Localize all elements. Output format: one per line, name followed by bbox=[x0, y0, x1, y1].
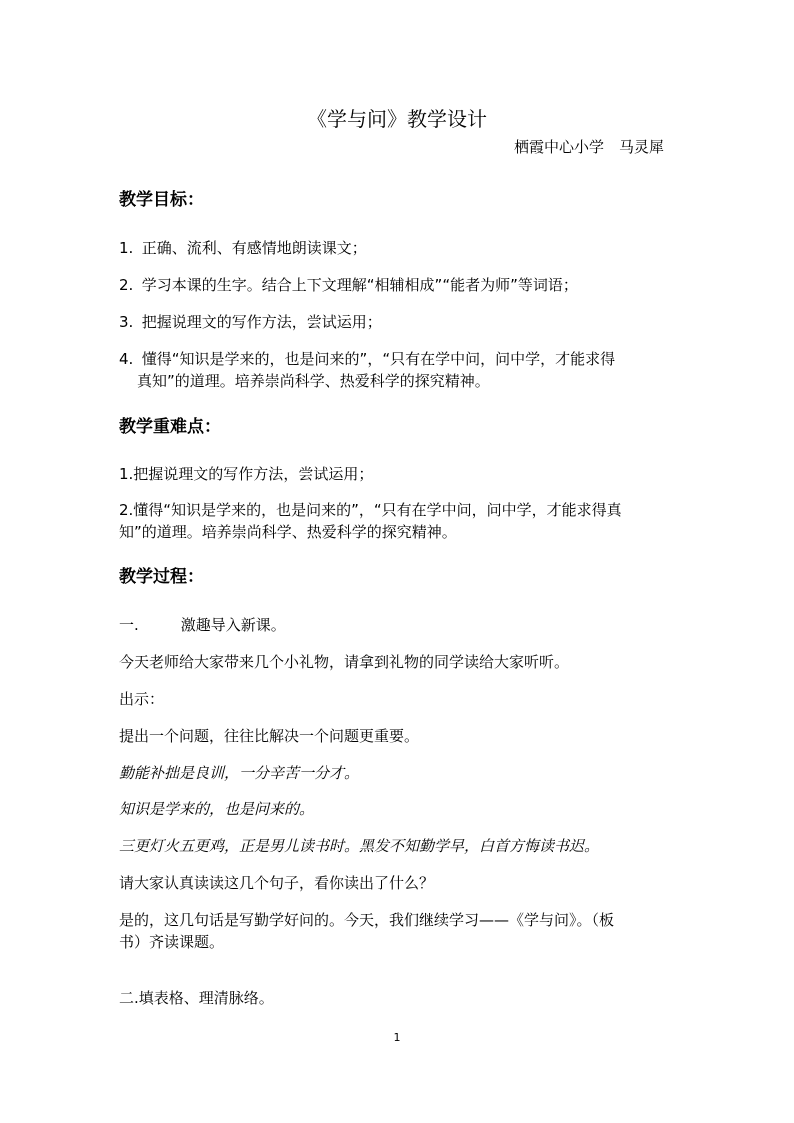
quote-line: 勤能补拙是良训，一分辛苦一分才。 bbox=[119, 764, 360, 782]
step-2: 二.填表格、理清脉络。 bbox=[119, 989, 274, 1007]
goal-item-text: 正确、流利、有感情地朗读课文； bbox=[141, 239, 367, 257]
step-title: 激趣导入新课。 bbox=[180, 616, 286, 634]
keypoint-item-2: 2.懂得“知识是学来的，也是问来的”，“只有在学中问，问中学，才能求得真 bbox=[119, 501, 622, 519]
paragraph: 请大家认真读读这几个句子，看你读出了什么？ bbox=[119, 874, 435, 892]
quote-line: 提出一个问题，往往比解决一个问题更重要。 bbox=[119, 727, 420, 745]
keypoint-item-2-continuation: 知”的道理。培养崇尚科学、热爱科学的探究精神。 bbox=[119, 523, 457, 541]
goal-item-3 bbox=[119, 312, 382, 332]
keypoint-item-1: 1.把握说理文的写作方法，尝试运用； bbox=[119, 465, 374, 483]
page-number: 1 bbox=[393, 1031, 401, 1044]
author-line: 栖霞中心小学 马灵犀 bbox=[513, 138, 664, 156]
goal-item-4 bbox=[119, 349, 615, 369]
quote-line: 知识是学来的，也是问来的。 bbox=[119, 800, 315, 818]
goal-item-text: 把握说理文的写作方法，尝试运用； bbox=[141, 313, 382, 331]
paragraph: 今天老师给大家带来几个小礼物，请拿到礼物的同学读给大家听听。 bbox=[119, 653, 570, 671]
goal-item-number: 2. bbox=[119, 276, 134, 294]
goal-item-4-continuation: 真知”的道理。培养崇尚科学、热爱科学的探究精神。 bbox=[137, 372, 490, 390]
goal-item-number: 3. bbox=[119, 313, 134, 331]
step-number: 一. bbox=[119, 616, 139, 634]
goal-item-2 bbox=[119, 275, 578, 295]
goal-item-text: 懂得“知识是学来的，也是问来的”，“只有在学中问，问中学，才能求得 bbox=[141, 350, 616, 368]
goal-item-1 bbox=[119, 238, 367, 258]
goals-heading: 教学目标： bbox=[119, 190, 204, 210]
process-heading: 教学过程： bbox=[119, 567, 204, 587]
document-title: 《学与问》教学设计 bbox=[307, 107, 487, 131]
goal-item-number: 4. bbox=[119, 350, 134, 368]
keypoints-heading: 教学重难点： bbox=[119, 417, 221, 437]
goal-item-number: 1. bbox=[119, 239, 134, 257]
quote-line: 三更灯火五更鸡，正是男儿读书时。黑发不知勤学早，白首方悔读书迟。 bbox=[119, 837, 600, 855]
goal-item-text: 学习本课的生字。结合上下文理解“相辅相成”“能者为师”等词语； bbox=[141, 276, 578, 294]
paragraph: 是的，这几句话是写勤学好问的。今天，我们继续学习——《学与问》。（板 bbox=[119, 911, 615, 929]
paragraph-continuation: 书）齐读课题。 bbox=[119, 933, 225, 951]
step-1 bbox=[119, 615, 286, 635]
paragraph: 出示： bbox=[119, 690, 165, 708]
